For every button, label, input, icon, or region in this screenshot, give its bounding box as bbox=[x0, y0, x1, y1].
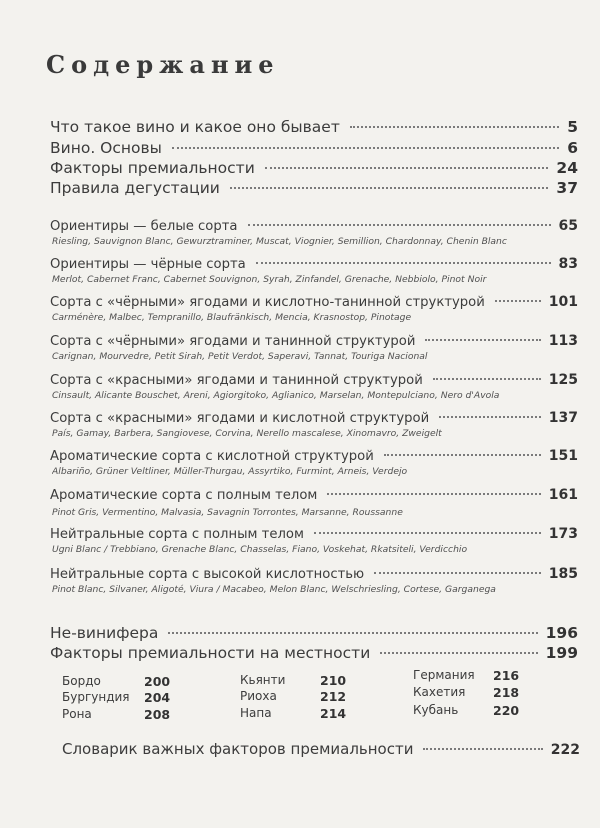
toc-section-page: 83 bbox=[558, 256, 578, 272]
toc-entry-page: 6 bbox=[567, 139, 578, 157]
toc-section-page: 101 bbox=[548, 294, 578, 310]
grape-list: Albariño, Grüner Veltliner, Müller-Thurgau, Assyrtiko, Furmint, Arneis, Verdejo bbox=[52, 466, 408, 477]
grape-list: Cinsault, Alicante Bouschet, Areni, Agiorgitoko, Aglianico, Marselan, Montepulciano, Nero d'Avola bbox=[52, 390, 500, 401]
toc-section-label: Нейтральные сорта с высокой кислотностью bbox=[50, 567, 365, 582]
toc-section[interactable] bbox=[50, 333, 578, 349]
grape-list: Carignan, Mourvedre, Petit Sirah, Petit Verdot, Saperavi, Tannat, Touriga Nacional bbox=[52, 351, 428, 362]
leader-dots bbox=[384, 454, 541, 456]
region-page: 214 bbox=[320, 706, 347, 721]
region-name: Риоха bbox=[240, 689, 277, 703]
leader-dots bbox=[374, 572, 541, 574]
region-page: 212 bbox=[320, 689, 347, 704]
toc-entry[interactable] bbox=[50, 624, 578, 642]
region-entry[interactable] bbox=[413, 668, 520, 683]
toc-section[interactable] bbox=[50, 372, 578, 388]
toc-entry[interactable] bbox=[50, 139, 578, 157]
leader-dots bbox=[380, 652, 537, 654]
grape-list: País, Gamay, Barbera, Sangiovese, Corvina, Nerello mascalese, Xinomavro, Zweigelt bbox=[52, 428, 442, 439]
region-name: Кьянти bbox=[240, 673, 286, 687]
region-name: Кубань bbox=[413, 703, 459, 717]
region-entry[interactable] bbox=[240, 689, 347, 704]
region-page: 216 bbox=[493, 668, 520, 683]
toc-entry[interactable] bbox=[50, 159, 578, 177]
toc-entry[interactable] bbox=[50, 179, 578, 197]
toc-entry-label: Факторы премиальности bbox=[50, 159, 255, 177]
toc-section-label: Ориентиры — чёрные сорта bbox=[50, 257, 246, 272]
toc-entry-label: Факторы премиальности на местности bbox=[50, 644, 371, 662]
toc-section[interactable] bbox=[50, 294, 578, 310]
toc-entry-label: Правила дегустации bbox=[50, 179, 220, 197]
grape-list: Pinot Gris, Vermentino, Malvasia, Savagnin Torrontes, Marsanne, Roussanne bbox=[52, 507, 403, 518]
grape-list: Ugni Blanc / Trebbiano, Grenache Blanc, Chasselas, Fiano, Voskehat, Rkatsiteli, Verdicchio bbox=[52, 544, 468, 555]
leader-dots bbox=[439, 416, 541, 418]
region-name: Кахетия bbox=[413, 685, 466, 699]
region-entry[interactable] bbox=[62, 674, 171, 689]
toc-entry-page: 222 bbox=[550, 742, 580, 758]
grape-list: Carménère, Malbec, Tempranillo, Blaufränkisch, Mencia, Krasnostop, Pinotage bbox=[52, 312, 412, 323]
region-name: Бордо bbox=[62, 674, 101, 688]
toc-entry-label: Не-винифера bbox=[50, 624, 159, 642]
region-entry[interactable] bbox=[62, 707, 171, 722]
region-entry[interactable] bbox=[62, 690, 171, 705]
leader-dots bbox=[423, 748, 542, 750]
region-entry[interactable] bbox=[240, 706, 347, 721]
toc-section-page: 125 bbox=[548, 372, 578, 388]
region-page: 210 bbox=[320, 673, 347, 688]
toc-section-label: Ориентиры — белые сорта bbox=[50, 219, 238, 234]
region-name: Напа bbox=[240, 706, 272, 720]
leader-dots bbox=[327, 493, 540, 495]
toc-section[interactable] bbox=[50, 256, 578, 272]
leader-dots bbox=[256, 262, 551, 264]
toc-section-label: Сорта с «красными» ягодами и кислотной структурой bbox=[50, 411, 430, 426]
toc-section-label: Ароматические сорта с полным телом bbox=[50, 488, 318, 503]
toc-section[interactable] bbox=[50, 526, 578, 542]
toc-section-label: Сорта с «красными» ягодами и танинной структурой bbox=[50, 373, 423, 388]
region-entry[interactable] bbox=[240, 673, 347, 688]
toc-section-page: 151 bbox=[548, 448, 578, 464]
toc-entry-label: Вино. Основы bbox=[50, 139, 162, 157]
grape-list: Riesling, Sauvignon Blanc, Gewurztraminer, Muscat, Viognier, Semillion, Chardonnay, Chenin Blanc bbox=[52, 236, 507, 247]
toc-entry-label: Что такое вино и какое оно бывает bbox=[50, 118, 340, 136]
toc-entry-page: 37 bbox=[556, 179, 578, 197]
toc-entry-page: 196 bbox=[545, 624, 578, 642]
region-page: 220 bbox=[493, 703, 520, 718]
leader-dots bbox=[230, 187, 549, 189]
toc-section[interactable] bbox=[50, 448, 578, 464]
region-page: 200 bbox=[144, 674, 171, 689]
leader-dots bbox=[314, 532, 541, 534]
region-name: Бургундия bbox=[62, 690, 130, 704]
region-entry[interactable] bbox=[413, 703, 520, 718]
region-page: 218 bbox=[493, 685, 520, 700]
region-entry[interactable] bbox=[413, 685, 520, 700]
region-name: Германия bbox=[413, 668, 475, 682]
grape-list: Merlot, Cabernet Franc, Cabernet Souvignon, Syrah, Zinfandel, Grenache, Nebbiolo, Pinot Noir bbox=[52, 274, 487, 285]
toc-section[interactable] bbox=[50, 410, 578, 426]
toc-section-page: 185 bbox=[548, 566, 578, 582]
toc-entry-glossary[interactable] bbox=[62, 740, 580, 758]
toc-section-page: 113 bbox=[548, 333, 578, 349]
toc-section-label: Сорта с «чёрными» ягодами и танинной структурой bbox=[50, 334, 416, 349]
leader-dots bbox=[168, 632, 537, 634]
toc-section-page: 65 bbox=[558, 218, 578, 234]
toc-entry-page: 24 bbox=[556, 159, 578, 177]
leader-dots bbox=[425, 339, 540, 341]
toc-section-page: 173 bbox=[548, 526, 578, 542]
toc-entry-page: 5 bbox=[567, 118, 578, 136]
toc-section[interactable] bbox=[50, 566, 578, 582]
toc-section-page: 161 bbox=[548, 487, 578, 503]
leader-dots bbox=[495, 300, 541, 302]
leader-dots bbox=[433, 378, 541, 380]
leader-dots bbox=[265, 167, 549, 169]
toc-entry[interactable] bbox=[50, 118, 578, 136]
leader-dots bbox=[350, 126, 559, 128]
region-name: Рона bbox=[62, 707, 92, 721]
toc-section[interactable] bbox=[50, 218, 578, 234]
toc-section[interactable] bbox=[50, 487, 578, 503]
page-title: Содержание bbox=[46, 50, 280, 79]
region-page: 208 bbox=[144, 707, 171, 722]
toc-section-page: 137 bbox=[548, 410, 578, 426]
toc-entry[interactable] bbox=[50, 644, 578, 662]
toc-section-label: Сорта с «чёрными» ягодами и кислотно-танинной структурой bbox=[50, 295, 485, 310]
toc-entry-page: 199 bbox=[545, 644, 578, 662]
grape-list: Pinot Blanc, Silvaner, Aligoté, Viura / Macabeo, Melon Blanc, Welschriesling, Cortese, Garganega bbox=[52, 584, 496, 595]
toc-section-label: Нейтральные сорта с полным телом bbox=[50, 527, 304, 542]
leader-dots bbox=[248, 224, 551, 226]
toc-entry-label: Словарик важных факторов премиальности bbox=[62, 740, 414, 758]
region-page: 204 bbox=[144, 690, 171, 705]
leader-dots bbox=[172, 147, 559, 149]
toc-section-label: Ароматические сорта с кислотной структурой bbox=[50, 449, 374, 464]
